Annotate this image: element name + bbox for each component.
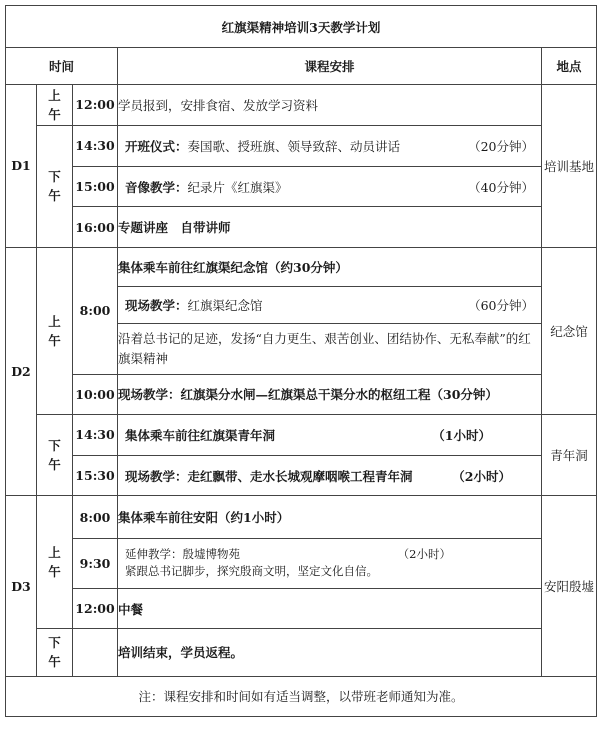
- d2-activity-1b-duration: （60分钟）: [468, 298, 534, 314]
- d3-time-1: 8:00: [73, 496, 118, 538]
- day-d2: D2: [6, 247, 37, 496]
- d2-morning-label: 上午: [48, 313, 61, 348]
- d3-place: 安阳殷墟: [542, 496, 597, 676]
- d3-time-2: 9:30: [73, 538, 118, 588]
- course-header: 课程安排: [118, 48, 542, 84]
- d1-time-3: 15:00: [73, 167, 118, 207]
- d2-activity-1b: [118, 286, 542, 323]
- d1-time-2: 14:30: [73, 125, 118, 166]
- d1-activity-3-duration: （40分钟）: [468, 179, 534, 195]
- d2-activity-3-text: 集体乘车前往红旗渠青年洞: [125, 427, 276, 443]
- d1-time-4: 16:00: [73, 207, 118, 247]
- d2-activity-1b-label: 现场教学：: [125, 298, 188, 314]
- d2-activity-3: [118, 414, 542, 455]
- d1-activity-2-label: 开班仪式：: [125, 138, 188, 154]
- d3-activity-3: 中餐: [118, 589, 542, 629]
- adjustment-note: 注：课程安排和时间如有适当调整，以带班老师通知为准。: [6, 676, 597, 716]
- place-header: 地点: [542, 48, 597, 84]
- d3-activity-2: [118, 538, 542, 588]
- d2-activity-1c: 沿着总书记的足迹，发扬“自力更生、艰苦创业、团结协作、无私奉献”的红旗渠精神: [118, 324, 542, 374]
- time-header: 时间: [6, 48, 118, 84]
- d1-activity-3-text: 纪录片《红旗渠》: [187, 179, 288, 195]
- d1-activity-2-text: 奏国歌、授班旗、领导致辞、动员讲话: [187, 138, 401, 154]
- d2-activity-3-duration: （1小时）: [432, 427, 491, 443]
- d3-morning-label: 上午: [48, 545, 61, 580]
- d1-morning-label: 上午: [48, 87, 61, 122]
- d2-afternoon-label: 下午: [48, 438, 61, 473]
- plan-title: 红旗渠精神培训3天教学计划: [6, 6, 597, 48]
- d3-activity-2-line1: 延伸教学：殷墟博物苑: [125, 547, 240, 562]
- d2-activity-4-text: 现场教学：走红飘带、走水长城观摩咽喉工程青年洞: [125, 468, 413, 484]
- d3-morning-cell: [37, 496, 73, 629]
- d1-activity-4: 专题讲座 自带讲师: [118, 207, 542, 247]
- d3-afternoon-label: 下午: [48, 635, 61, 670]
- day-d1: D1: [6, 84, 37, 247]
- day-d3: D3: [6, 496, 37, 676]
- d2-time-3: 14:30: [73, 414, 118, 455]
- d2-place-memorial: 纪念馆: [542, 247, 597, 414]
- d1-place: 培训基地: [542, 84, 597, 247]
- d1-afternoon-label: 下午: [48, 169, 61, 204]
- d2-activity-4-duration: （2小时）: [452, 468, 511, 484]
- d3-afternoon-cell: [37, 629, 73, 676]
- d1-activity-2: [118, 125, 542, 166]
- d2-morning-cell: [37, 247, 73, 414]
- d3-time-3: 12:00: [73, 589, 118, 629]
- d2-activity-1a: 集体乘车前往红旗渠纪念馆（约30分钟）: [118, 247, 542, 286]
- d3-activity-2-line2: 紧跟总书记脚步，探究殷商文明，坚定文化自信。: [125, 564, 378, 579]
- d1-activity-3-label: 音像教学：: [125, 179, 188, 195]
- training-plan-table: [5, 5, 597, 717]
- d2-activity-1b-text: 红旗渠纪念馆: [187, 298, 263, 314]
- d2-activity-4: [118, 456, 542, 496]
- d2-time-2: 10:00: [73, 374, 118, 414]
- d2-time-4: 15:30: [73, 456, 118, 496]
- d1-afternoon-cell: [37, 125, 73, 247]
- d2-activity-2: 现场教学：红旗渠分水闸—红旗渠总干渠分水的枢纽工程（30分钟）: [118, 374, 542, 414]
- d1-time-1: 12:00: [73, 84, 118, 125]
- d2-afternoon-cell: [37, 414, 73, 496]
- d1-activity-2-duration: （20分钟）: [468, 138, 534, 154]
- d3-time-4-empty: [73, 629, 118, 676]
- d1-activity-3: [118, 167, 542, 207]
- d3-activity-4: 培训结束，学员返程。: [118, 629, 542, 676]
- d1-morning-cell: [37, 84, 73, 125]
- d3-activity-2-duration: （2小时）: [397, 547, 451, 562]
- d2-time-1: 8:00: [73, 247, 118, 374]
- d1-activity-1: 学员报到，安排食宿、发放学习资料: [118, 84, 542, 125]
- d2-place-youth-cave: 青年洞: [542, 414, 597, 496]
- d3-activity-1: 集体乘车前往安阳（约1小时）: [118, 496, 542, 538]
